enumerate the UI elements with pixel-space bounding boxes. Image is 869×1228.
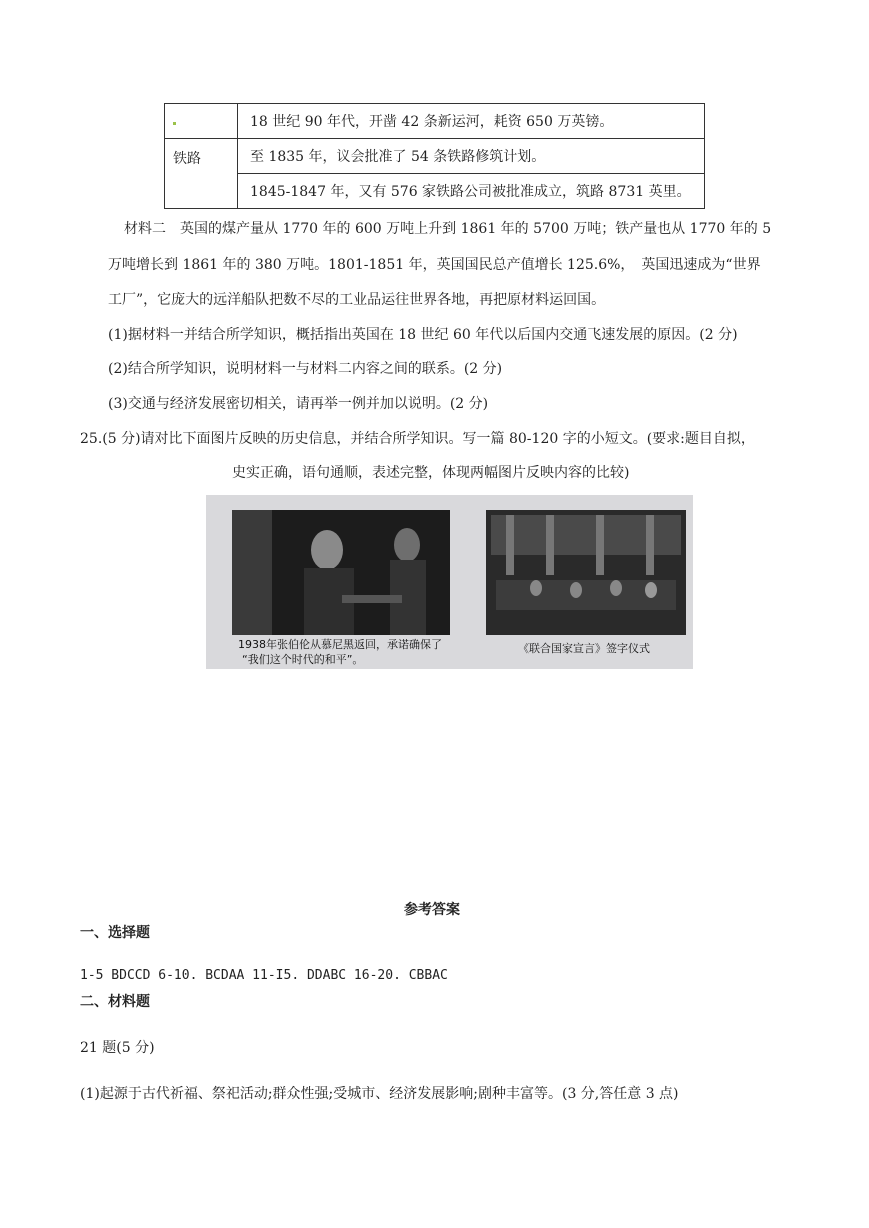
photo-caption: “我们这个时代的和平”。 — [242, 653, 364, 666]
question-2: (2)结合所学知识，说明材料一与材料二内容之间的联系。(2 分) — [108, 361, 503, 377]
table-cell-left: 铁路 — [165, 139, 238, 209]
historical-photos — [206, 495, 693, 669]
photo-caption: 《联合国家宣言》签字仪式 — [518, 642, 650, 655]
photo-chamberlain — [232, 510, 450, 635]
material2-line: 工厂”，它庞大的远洋船队把数不尽的工业品运往世界各地，再把原材料运回国。 — [108, 292, 606, 308]
question-3: (3)交通与经济发展密切相关，请再举一例并加以说明。(2 分) — [108, 396, 489, 412]
photo-un-declaration — [486, 510, 686, 635]
question-25-cont: 史实正确，语句通顺，表述完整，体现两幅图片反映内容的比较) — [232, 465, 630, 481]
material-table — [164, 103, 705, 209]
answer-text: (1)起源于古代祈福、祭祀活动;群众性强;受城市、经济发展影响;剧种丰富等。(3 分,答任意 3 点) — [80, 1086, 679, 1102]
answer-heading: 21 题(5 分) — [80, 1040, 155, 1056]
choice-answers: 1-5 BDCCD 6-10. BCDAA 11-I5. DDABC 16-20. CBBAC — [80, 968, 448, 983]
table-row — [165, 174, 705, 209]
table-cell: 至 1835 年，议会批准了 54 条铁路修筑计划。 — [238, 139, 705, 174]
table-cell: 18 世纪 90 年代，开凿 42 条新运河，耗资 650 万英镑。 — [238, 104, 705, 139]
table-row — [165, 139, 705, 174]
section-heading: 一、选择题 — [80, 925, 150, 941]
material2-line: 材料二 英国的煤产量从 1770 年的 600 万吨上升到 1861 年的 5700 万吨；铁产量也从 1770 年的 5 — [124, 221, 772, 237]
marker-icon — [173, 122, 176, 125]
section-heading: 二、材料题 — [80, 994, 150, 1010]
question-1: (1)据材料一并结合所学知识，概括指出英国在 18 世纪 60 年代以后国内交通飞速发展的原因。(2 分) — [108, 327, 738, 343]
table-cell-left — [165, 104, 238, 139]
answers-title: 参考答案 — [404, 902, 460, 918]
photo-caption: 1938年张伯伦从慕尼黑返回，承诺确保了 — [238, 638, 442, 651]
table-cell: 1845-1847 年，又有 576 家铁路公司被批准成立，筑路 8731 英里。 — [238, 174, 705, 209]
question-25: 25.(5 分)请对比下面图片反映的历史信息，并结合所学知识。写一篇 80-120 字的小短文。(要求:题目自拟， — [80, 431, 755, 447]
material2-line: 万吨增长到 1861 年的 380 万吨。1801-1851 年，英国国民总产值增长 125.6%， 英国迅速成为“世界 — [108, 257, 761, 273]
table-row — [165, 104, 705, 139]
